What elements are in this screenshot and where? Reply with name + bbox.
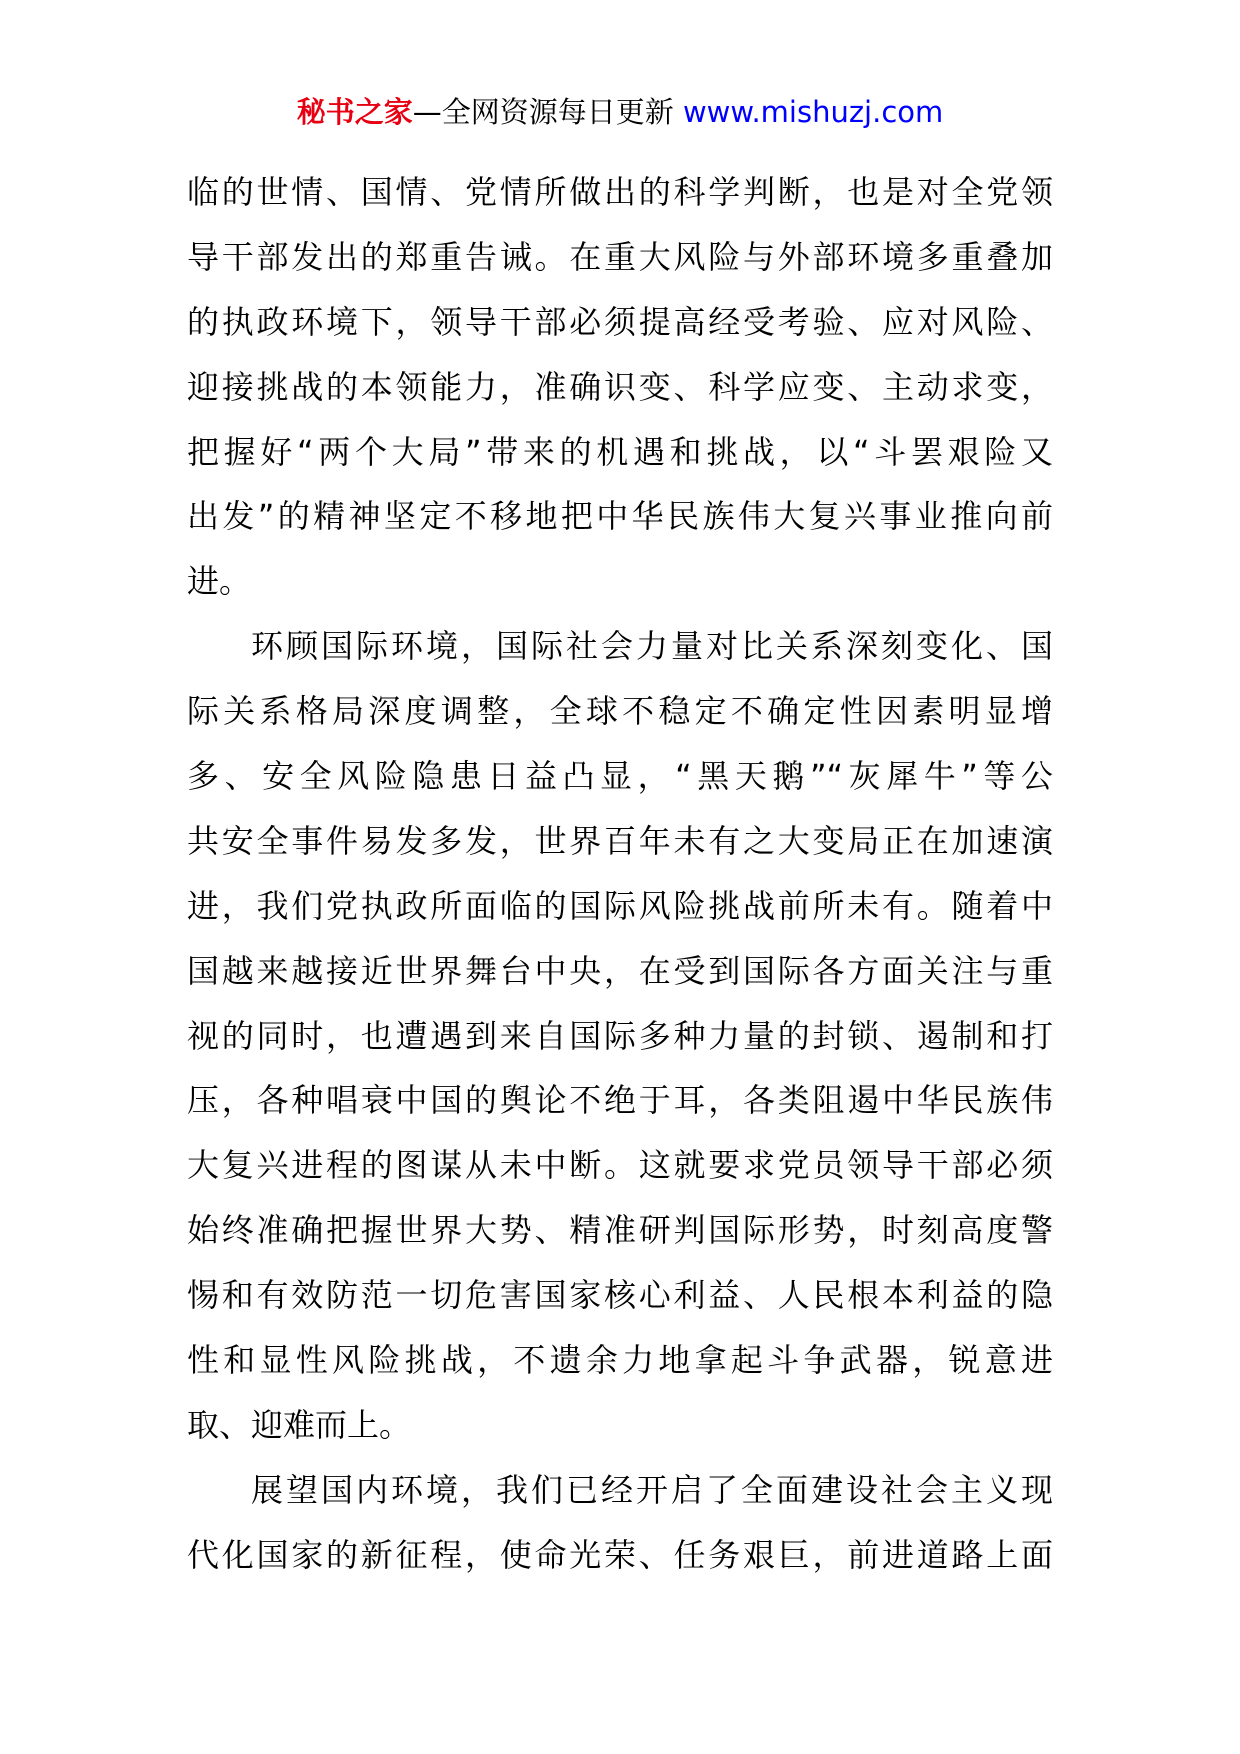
text-line: 惕和有效防范一切危害国家核心利益、人民根本利益的隐 — [187, 1276, 1053, 1315]
text-line: 导干部发出的郑重告诫。在重大风险与外部环境多重叠加 — [187, 237, 1053, 276]
text-line: 国越来越接近世界舞台中央，在受到国际各方面关注与重 — [187, 951, 1053, 990]
text-line: 的执政环境下，领导干部必须提高经受考验、应对风险、 — [187, 302, 1053, 341]
text-line: 把握好“两个大局”带来的机遇和挑战，以“斗罢艰险又 — [187, 432, 1053, 471]
paragraph-first-line: 展望国内环境，我们已经开启了全面建设社会主义现 — [251, 1470, 1053, 1509]
text-line: 视的同时，也遭遇到来自国际多种力量的封锁、遏制和打 — [187, 1016, 1053, 1055]
site-url-link[interactable]: www.mishuzj.com — [682, 95, 944, 129]
text-line: 进。 — [187, 562, 252, 601]
text-line: 进，我们党执政所面临的国际风险挑战前所未有。随着中 — [187, 886, 1053, 925]
site-brand: 秘书之家 — [296, 95, 413, 129]
text-line: 迎接挑战的本领能力，准确识变、科学应变、主动求变， — [187, 367, 1053, 406]
text-line: 共安全事件易发多发，世界百年未有之大变局正在加速演 — [187, 821, 1053, 860]
text-line: 始终准确把握世界大势、精准研判国际形势，时刻高度警 — [187, 1211, 1053, 1250]
text-line: 取、迎难而上。 — [187, 1405, 412, 1444]
text-line: 大复兴进程的图谋从未中断。这就要求党员领导干部必须 — [187, 1146, 1053, 1185]
text-line: 际关系格局深度调整，全球不稳定不确定性因素明显增 — [187, 692, 1053, 731]
site-tagline: —全网资源每日更新 — [412, 95, 683, 129]
document-body — [187, 160, 1053, 1588]
paragraph-first-line: 环顾国际环境，国际社会力量对比关系深刻变化、国 — [251, 627, 1053, 666]
text-line: 压，各种唱衰中国的舆论不绝于耳，各类阻遏中华民族伟 — [187, 1081, 1053, 1120]
text-line: 多、安全风险隐患日益凸显，“黑天鹅”“灰犀牛”等公 — [187, 757, 1053, 796]
site-header — [0, 92, 1240, 132]
text-line: 临的世情、国情、党情所做出的科学判断，也是对全党领 — [187, 173, 1053, 211]
text-line: 出发”的精神坚定不移地把中华民族伟大复兴事业推向前 — [187, 497, 1053, 536]
text-line: 性和显性风险挑战，不遗余力地拿起斗争武器，锐意进 — [187, 1341, 1053, 1380]
text-line: 代化国家的新征程，使命光荣、任务艰巨，前进道路上面 — [187, 1535, 1053, 1574]
